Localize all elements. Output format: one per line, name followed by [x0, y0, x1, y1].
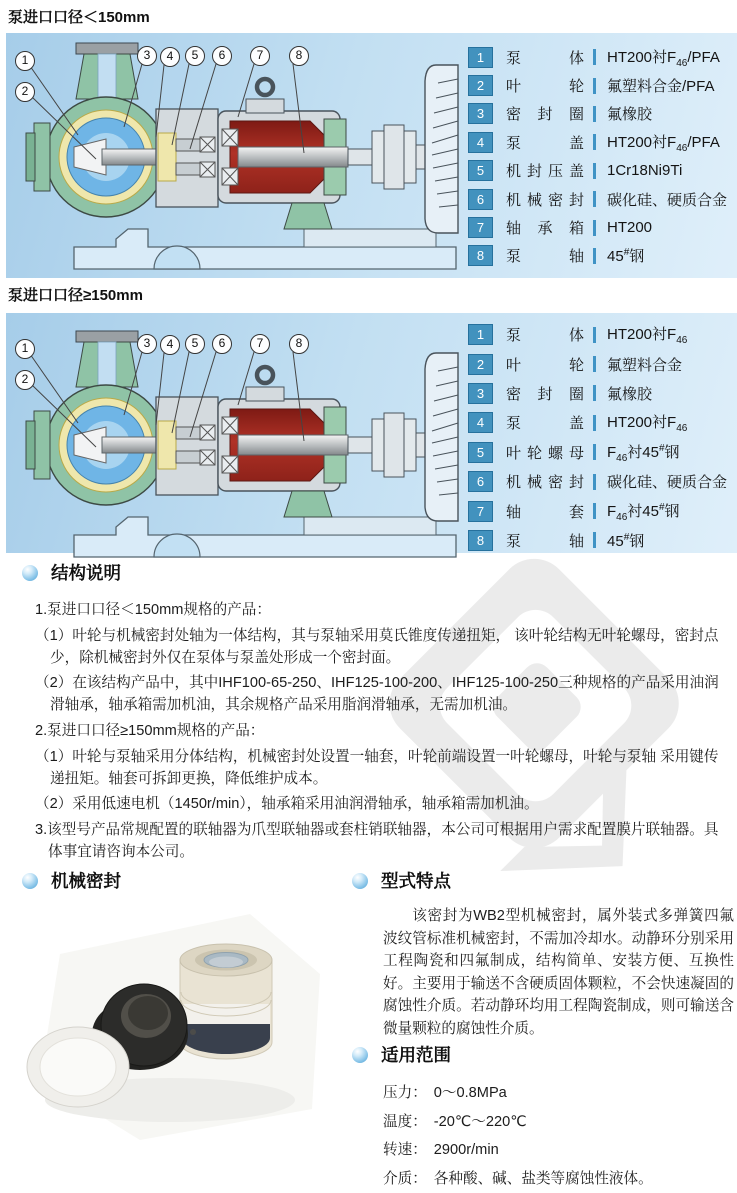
part-name: 泵盖 — [506, 415, 584, 433]
note-item: （1）叶轮与泵轴采用分体结构，机械密封处设置一轴套，叶轮前端设置一叶轮螺母，叶轮与泵轴 采用键传递扭矩。轴套可拆卸更换，降低维护成本。 — [35, 748, 719, 787]
part-number-badge: 8 — [468, 245, 493, 266]
pump-diagram-panel-over-150 — [6, 313, 737, 553]
part-material: 45#钢 — [607, 531, 645, 550]
table-row — [468, 349, 734, 378]
part-name: 泵体 — [506, 49, 584, 67]
sphere-bullet-icon — [352, 873, 368, 889]
divider — [593, 248, 596, 264]
table-row — [468, 71, 734, 99]
spec-list — [383, 1079, 736, 1193]
part-material: 碳化硅、硬质合金 — [607, 474, 728, 492]
pump-cross-section-drawing — [6, 35, 466, 275]
part-number-badge: 7 — [468, 501, 493, 522]
table-row — [468, 496, 734, 525]
table-row — [468, 128, 734, 156]
callout-3: 3 — [137, 46, 157, 66]
callout-2: 2 — [15, 370, 35, 390]
part-material: HT200衬$F_{46}$ — [607, 326, 688, 347]
section-heading: 型式特点 — [381, 871, 451, 891]
part-material: 氟塑料合金/PFA — [607, 78, 715, 96]
spec-temperature: 温度： -20℃～220℃ — [383, 1113, 527, 1130]
part-material: $F_{46}$衬45#钢 — [607, 501, 680, 523]
table-row — [468, 43, 734, 71]
pump-cross-section-drawing — [6, 323, 466, 563]
table-row — [468, 438, 734, 467]
callout-7: 7 — [250, 334, 270, 354]
part-number-badge: 5 — [468, 160, 493, 181]
part-number-badge: 4 — [468, 412, 493, 433]
part-number-badge: 3 — [468, 383, 493, 404]
callout-3: 3 — [137, 334, 157, 354]
callout-2: 2 — [15, 82, 35, 102]
callout-7: 7 — [250, 46, 270, 66]
spec-medium: 介质： 各种酸、碱、盐类等腐蚀性液体。 — [383, 1170, 653, 1187]
mechanical-seal-section — [0, 868, 345, 893]
callout-5: 5 — [185, 46, 205, 66]
part-name: 轴承箱 — [506, 220, 584, 238]
part-name: 泵轴 — [506, 248, 584, 266]
divider — [593, 415, 596, 431]
parts-table — [468, 43, 734, 270]
part-number-badge: 7 — [468, 217, 493, 238]
table-row — [468, 379, 734, 408]
divider — [593, 163, 596, 179]
callout-5: 5 — [185, 334, 205, 354]
callout-6: 6 — [212, 334, 232, 354]
table-row — [468, 467, 734, 496]
part-material: HT200衬$F_{46}$/PFA — [607, 133, 720, 154]
section-heading: 适用范围 — [381, 1045, 451, 1065]
features-text: 该密封为WB2型机械密封，属外装式多弹簧四氟波纹管标准机械密封，不需加冷却水。动静环分别采用工程陶瓷和四氟制成，结构简单、安装方便、互换性好。主要用于输送不含硬质固体颗粒，不会快速凝固的腐蚀性介质。若动静环均用工程陶瓷制成，则可输送含微量颗粒的腐蚀性介质。 — [383, 908, 734, 1037]
note-item: （2）采用低速电机（1450r/min），轴承箱采用油润滑轴承，轴承箱需加机油。 — [35, 796, 539, 813]
divider — [593, 106, 596, 122]
table-row — [468, 242, 734, 270]
spec-speed: 转速： 2900r/min — [383, 1142, 499, 1159]
part-name: 机封压盖 — [506, 163, 584, 181]
table-row — [468, 157, 734, 185]
part-name: 泵轴 — [506, 532, 584, 550]
table-row — [468, 526, 734, 555]
part-name: 轴套 — [506, 503, 584, 521]
callout-1: 1 — [15, 51, 35, 71]
divider — [593, 356, 596, 372]
features-section — [352, 868, 736, 1041]
callout-1: 1 — [15, 339, 35, 359]
note-item: 2.泵进口口径≥150mm规格的产品： — [35, 722, 265, 739]
callout-8: 8 — [289, 334, 309, 354]
table-row — [468, 320, 734, 349]
part-number-badge: 6 — [468, 189, 493, 210]
callout-4: 4 — [160, 47, 180, 67]
table-row — [468, 100, 734, 128]
callout-8: 8 — [289, 46, 309, 66]
part-name: 叶轮 — [506, 356, 584, 374]
part-name: 密封圈 — [506, 106, 584, 124]
sphere-bullet-icon — [22, 873, 38, 889]
part-name: 机械密封 — [506, 474, 584, 492]
part-name: 叶轮 — [506, 78, 584, 96]
note-item: 3.该型号产品常规配置的联轴器为爪型联轴器或套柱销联轴器，本公司可根据用户需求配置膜片联轴器。具体事宜请咨询本公司。 — [35, 822, 719, 860]
mechanical-seal-photo — [20, 904, 335, 1149]
part-material: 45#钢 — [607, 247, 645, 266]
section-header — [22, 868, 345, 893]
pump-diagram-panel-under-150 — [6, 33, 737, 278]
part-number-badge: 5 — [468, 442, 493, 463]
divider — [593, 49, 596, 65]
pump-cross-section-svg — [6, 323, 466, 563]
section-heading: 结构说明 — [51, 563, 121, 583]
section-header — [352, 868, 736, 893]
part-material: 1Cr18Ni9Ti — [607, 162, 683, 180]
divider — [593, 532, 596, 548]
table-row — [468, 185, 734, 213]
part-material: HT200衬$F_{46}$ — [607, 414, 688, 435]
section-header — [22, 560, 737, 585]
part-material: 碳化硅、硬质合金 — [607, 191, 728, 209]
part-number-badge: 6 — [468, 471, 493, 492]
pump-cross-section-svg — [6, 35, 466, 275]
table-row — [468, 213, 734, 241]
notes-body — [35, 600, 727, 864]
divider — [593, 474, 596, 490]
divider — [593, 134, 596, 150]
part-material: HT200衬$F_{46}$/PFA — [607, 48, 720, 69]
divider — [593, 78, 596, 94]
divider — [593, 220, 596, 236]
section-title-inlet-over-150: 泵进口口径≥150mm — [8, 287, 143, 304]
sphere-bullet-icon — [22, 565, 38, 581]
part-material: 氟橡胶 — [607, 106, 653, 124]
note-item: 1.泵进口口径＜150mm规格的产品： — [35, 602, 271, 618]
part-name: 泵体 — [506, 327, 584, 345]
part-material: $F_{46}$衬45#钢 — [607, 442, 680, 464]
section-title-inlet-under-150: 泵进口口径＜150mm — [8, 9, 150, 26]
part-name: 泵盖 — [506, 134, 584, 152]
note-item: （2）在该结构产品中，其中IHF100-65-250、IHF125-100-200、IHF125-100-250三种规格的产品采用油润滑轴承，轴承箱需加机油，其余规格产品采用脂润滑轴承，无需加机油。 — [35, 675, 719, 714]
divider — [593, 327, 596, 343]
divider — [593, 385, 596, 401]
sphere-bullet-icon — [352, 1047, 368, 1063]
spec-pressure: 压力： 0～0.8MPa — [383, 1085, 507, 1101]
parts-table — [468, 320, 734, 555]
part-name: 密封圈 — [506, 385, 584, 403]
note-item: （1）叶轮与机械密封处轴为一体结构，其与泵轴采用莫氏锥度传递扭矩， 该叶轮结构无叶轮螺母，密封点少，除机械密封外仅在泵体与泵盖处形成一个密封面。 — [35, 627, 719, 666]
part-number-badge: 3 — [468, 103, 493, 124]
table-row — [468, 408, 734, 437]
part-material: 氟橡胶 — [607, 385, 653, 403]
callout-4: 4 — [160, 335, 180, 355]
callout-6: 6 — [212, 46, 232, 66]
divider — [593, 444, 596, 460]
application-range-section — [352, 1042, 736, 1193]
divider — [593, 191, 596, 207]
part-material: 氟塑料合金 — [607, 356, 683, 374]
part-number-badge: 2 — [468, 75, 493, 96]
part-number-badge: 1 — [468, 324, 493, 345]
part-name: 叶轮螺母 — [506, 444, 584, 462]
structure-notes-section — [0, 560, 737, 868]
part-number-badge: 1 — [468, 47, 493, 68]
section-header — [352, 1042, 736, 1067]
part-number-badge: 8 — [468, 530, 493, 551]
part-material: HT200 — [607, 219, 653, 237]
section-heading: 机械密封 — [51, 871, 121, 891]
part-name: 机械密封 — [506, 191, 584, 209]
part-number-badge: 4 — [468, 132, 493, 153]
part-number-badge: 2 — [468, 354, 493, 375]
divider — [593, 503, 596, 519]
